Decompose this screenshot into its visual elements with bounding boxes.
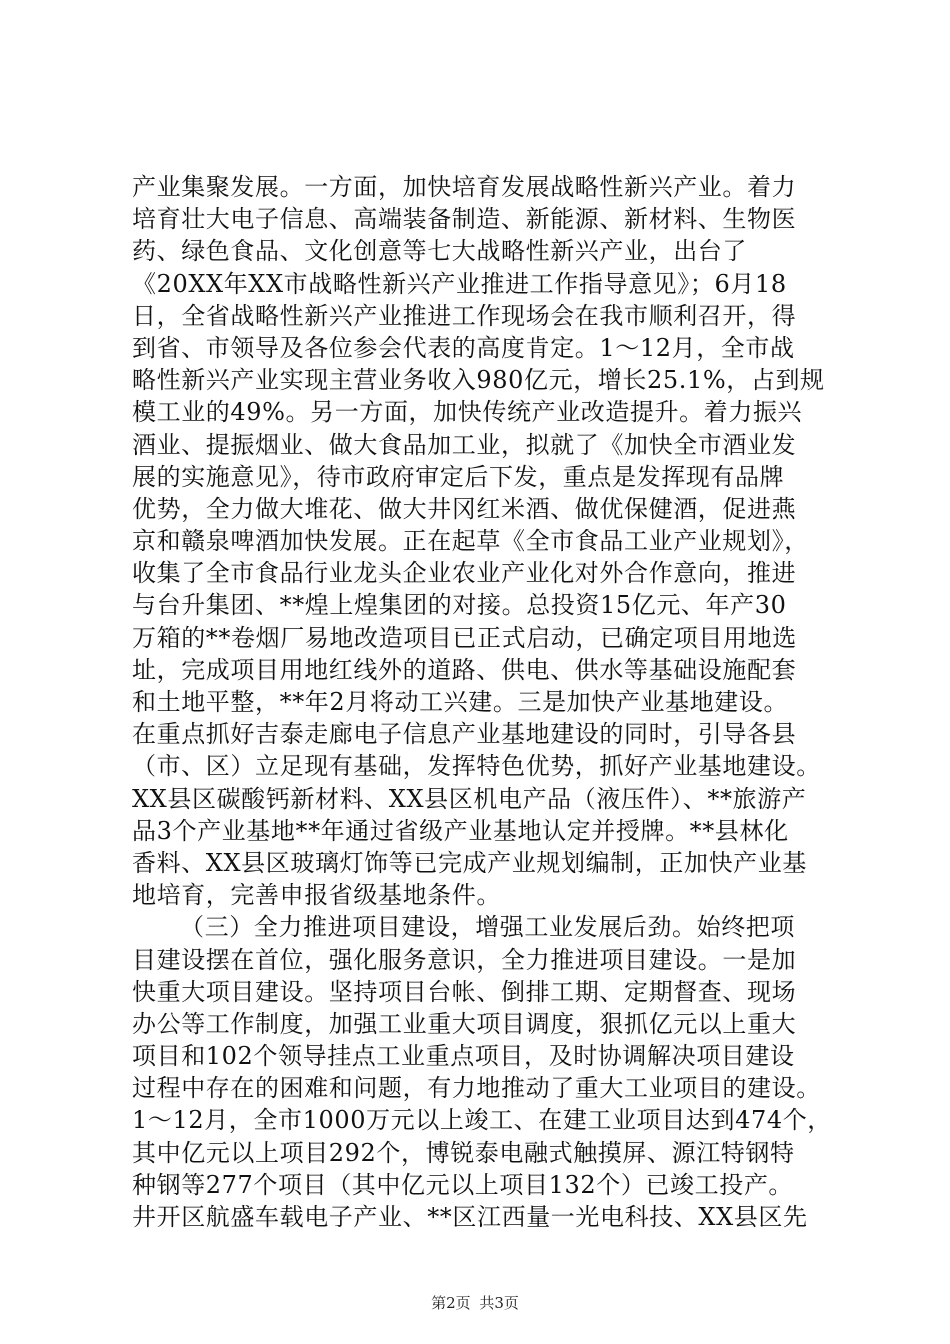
text-line: XX县区碳酸钙新材料、XX县区机电产品（液压件）、**旅游产 — [132, 784, 807, 813]
text-line: 万箱的**卷烟厂易地改造项目已正式启动，已确定项目用地选 — [132, 623, 797, 652]
text-line: 药、绿色食品、文化创意等七大战略性新兴产业，出台了 — [132, 237, 747, 266]
text-line: 收集了全市食品行业龙头企业农业产业化对外合作意向，推进 — [132, 559, 797, 588]
text-line: 井开区航盛车载电子产业、**区江西量一光电科技、XX县区先 — [132, 1203, 808, 1231]
text-line: 京和赣泉啤酒加快发展。正在起草《全市食品工业产业规划》， — [132, 527, 809, 556]
text-line: 优势，全力做大堆花、做大井冈红米酒、做优保健酒，促进燕 — [132, 494, 797, 523]
page-number: 第2页 — [431, 1294, 471, 1312]
text-line: 和土地平整，**年2月将动工兴建。三是加快产业基地建设。 — [132, 688, 789, 716]
body-text — [132, 171, 852, 1233]
page-footer — [0, 1293, 950, 1313]
text-line: 在重点抓好吉泰走廊电子信息产业基地建设的同时，引导各县 — [132, 720, 797, 749]
text-line: 到省、市领导及各位参会代表的高度肯定。1～12月，全市战 — [132, 333, 795, 362]
text-line: 香料、XX县区玻璃灯饰等已完成产业规划编制，正加快产业基 — [132, 848, 807, 877]
text-line: 项目和102个领导挂点工业重点项目，及时协调解决项目建设 — [132, 1042, 795, 1071]
text-line: 种钢等277个项目（其中亿元以上项目132个）已竣工投产。 — [132, 1170, 794, 1199]
text-line: （市、区）立足现有基础，发挥特色优势，抓好产业基地建设。 — [132, 752, 821, 781]
text-line: 址，完成项目用地红线外的道路、供电、供水等基础设施配套 — [132, 655, 797, 684]
text-line: 与台升集团、**煌上煌集团的对接。总投资15亿元、年产30 — [132, 591, 787, 620]
text-line: 日，全省战略性新兴产业推进工作现场会在我市顺利召开，得 — [132, 301, 797, 330]
text-line: 目建设摆在首位，强化服务意识，全力推进项目建设。一是加 — [132, 945, 797, 974]
text-line: （三）全力推进项目建设，增强工业发展后劲。始终把项 — [180, 913, 795, 942]
text-line: 酒业、提振烟业、做大食品加工业，拟就了《加快全市酒业发 — [132, 430, 797, 459]
text-line: 产业集聚发展。一方面，加快培育发展战略性新兴产业。着力 — [132, 173, 797, 201]
page-total: 共3页 — [479, 1294, 519, 1312]
text-line: 地培育，完善申报省级基地条件。 — [132, 881, 501, 910]
text-line: 其中亿元以上项目292个，博锐泰电融式触摸屏、源江特钢特 — [132, 1138, 795, 1167]
text-line: 培育壮大电子信息、高端装备制造、新能源、新材料、生物医 — [132, 205, 797, 234]
text-line: 展的实施意见》，待市政府审定后下发，重点是发挥现有品牌 — [132, 462, 785, 491]
text-line: 1～12月，全市1000万元以上竣工、在建工业项目达到474个， — [132, 1106, 832, 1135]
text-line: 略性新兴产业实现主营业务收入980亿元，增长25.1%，占到规 — [132, 366, 825, 395]
text-line: 《20XX年XX市战略性新兴产业推进工作指导意见》；6月18 — [132, 269, 787, 298]
text-line: 模工业的49%。另一方面，加快传统产业改造提升。着力振兴 — [132, 398, 803, 427]
text-line: 品3个产业基地**年通过省级产业基地认定并授牌。**县林化 — [132, 816, 789, 845]
text-line: 办公等工作制度，加强工业重大项目调度，狠抓亿元以上重大 — [132, 1009, 797, 1038]
text-line: 快重大项目建设。坚持项目台帐、倒排工期、定期督查、现场 — [132, 977, 797, 1006]
text-line: 过程中存在的困难和问题，有力地推动了重大工业项目的建设。 — [132, 1074, 821, 1103]
